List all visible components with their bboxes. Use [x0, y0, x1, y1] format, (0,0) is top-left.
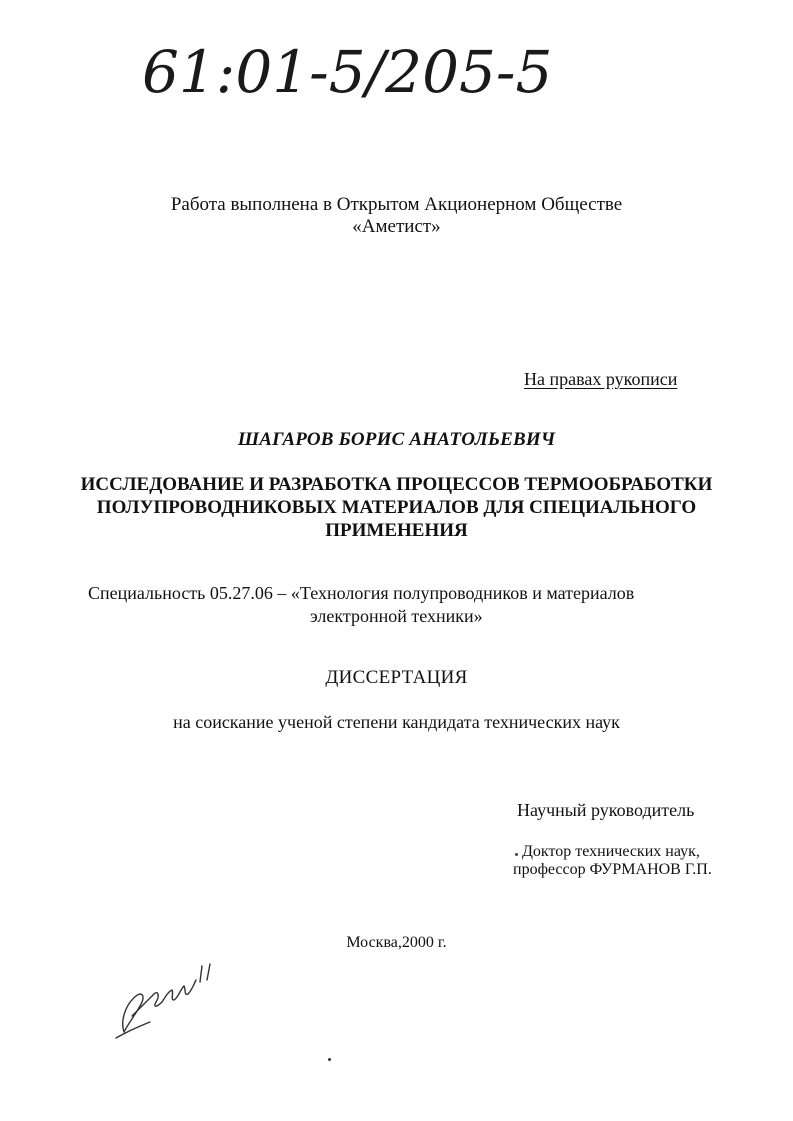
organization-line-2: «Аметист»: [352, 216, 441, 237]
scan-speck-bottom: [328, 1058, 331, 1061]
scan-speck: [515, 853, 518, 856]
manuscript-rights-note: На правах рукописи: [524, 369, 678, 389]
handwritten-code-text: 61:01-5/205-5: [142, 38, 553, 106]
advisor-label: Научный руководитель: [517, 800, 695, 820]
place-and-year: Москва,2000 г.: [346, 934, 447, 951]
dissertation-title-line-3: ПРИМЕНЕНИЯ: [325, 520, 468, 541]
dissertation-title-line-1: ИССЛЕДОВАНИЕ И РАЗРАБОТКА ПРОЦЕССОВ ТЕРМООБРАБОТКИ: [80, 474, 713, 495]
handwritten-signature: [110, 960, 240, 1040]
handwritten-registration-code: [138, 22, 553, 107]
advisor-academic-title: Доктор технических наук,: [522, 843, 700, 860]
document-type: ДИССЕРТАЦИЯ: [325, 667, 468, 688]
specialty-line-2: электронной техники»: [310, 606, 483, 626]
organization-line-1: Работа выполнена в Открытом Акционерном Обществе: [170, 194, 623, 215]
dissertation-title-line-2: ПОЛУПРОВОДНИКОВЫХ МАТЕРИАЛОВ ДЛЯ СПЕЦИАЛЬНОГО: [96, 497, 697, 518]
author-name: ШАГАРОВ БОРИС АНАТОЛЬЕВИЧ: [237, 429, 556, 450]
advisor-name: профессор ФУРМАНОВ Г.П.: [513, 861, 712, 878]
degree-statement: на соискание ученой степени кандидата технических наук: [173, 712, 620, 732]
specialty-line-1: Специальность 05.27.06 – «Технология полупроводников и материалов: [88, 583, 635, 603]
